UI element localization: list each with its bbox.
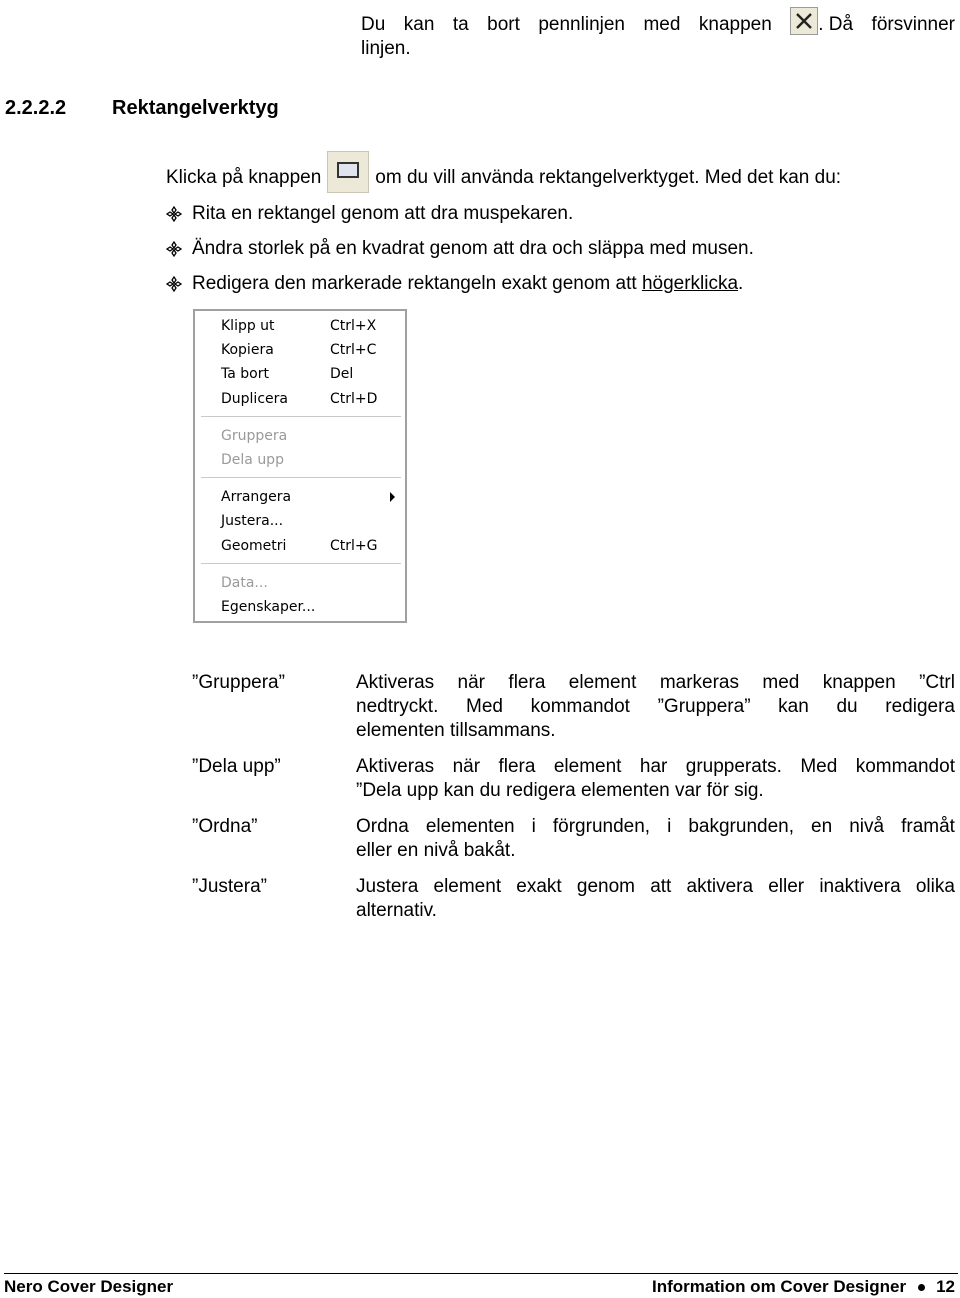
page-number: 12 bbox=[936, 1277, 955, 1296]
intro-text-before: Klicka på knappen bbox=[166, 167, 322, 188]
intro-text-after: om du vill använda rektangelverktyget. Med det kan du: bbox=[375, 167, 842, 188]
link-hogerklicka[interactable]: högerklicka bbox=[641, 273, 739, 294]
footer-right bbox=[652, 1277, 955, 1297]
word: ta bbox=[452, 14, 469, 35]
definition-term: ”Gruppera” bbox=[192, 672, 285, 693]
word: pennlinjen bbox=[538, 14, 625, 35]
context-menu bbox=[193, 309, 407, 623]
definition-line: nedtryckt. Med kommandot ”Gruppera” kan du redigera bbox=[356, 696, 955, 717]
definition-line: Justera element exakt genom att aktivera eller inaktivera olika bbox=[356, 876, 955, 897]
definition-text bbox=[356, 815, 955, 863]
menu-separator bbox=[201, 563, 401, 565]
shortcut: Ctrl+X bbox=[330, 318, 377, 334]
bullet-text: Redigera den markerade rektangeln exakt genom att högerklicka. bbox=[192, 273, 744, 294]
top-paragraph bbox=[361, 13, 955, 61]
menu-item-egenskaper[interactable]: Egenskaper... bbox=[221, 599, 316, 615]
section-heading bbox=[5, 95, 279, 121]
menu-item-klipp-ut[interactable]: Klipp ut Ctrl+X bbox=[221, 315, 401, 337]
close-x-icon[interactable] bbox=[790, 7, 818, 35]
menu-item-justera[interactable]: Justera... bbox=[221, 513, 284, 529]
word: Du bbox=[361, 14, 386, 35]
menu-item-duplicera[interactable]: Duplicera Ctrl+D bbox=[221, 388, 401, 410]
bullet-dot-icon bbox=[918, 1284, 925, 1291]
definition-term: ”Ordna” bbox=[192, 816, 258, 837]
footer-rule bbox=[4, 1273, 958, 1274]
menu-item-dela-upp: Dela upp bbox=[221, 452, 284, 468]
definition-line: ”Dela upp kan du redigera elementen var för sig. bbox=[356, 780, 764, 801]
menu-item-ta-bort[interactable]: Ta bort Del bbox=[221, 363, 401, 385]
definition-line: Ordna elementen i förgrunden, i bakgrunden, en nivå framåt bbox=[356, 816, 955, 837]
word: bort bbox=[487, 14, 520, 35]
diamond-bullet-icon bbox=[166, 241, 182, 257]
bullet-item bbox=[166, 237, 754, 261]
bullet-text: Rita en rektangel genom att dra muspekaren. bbox=[192, 203, 574, 224]
menu-item-gruppera: Gruppera bbox=[221, 428, 288, 444]
intro-line bbox=[166, 166, 841, 190]
menu-separator bbox=[201, 477, 401, 479]
word: knappen bbox=[698, 14, 772, 35]
menu-item-geometri[interactable]: Geometri Ctrl+G bbox=[221, 535, 401, 557]
section-number: 2.2.2.2 bbox=[5, 97, 67, 119]
definition-line: eller en nivå bakåt. bbox=[356, 840, 516, 861]
word: . Då bbox=[818, 14, 854, 35]
definition-line: elementen tillsammans. bbox=[356, 720, 556, 741]
submenu-arrow-icon bbox=[390, 492, 395, 502]
section-title: Rektangelverktyg bbox=[112, 97, 279, 119]
shortcut: Del bbox=[330, 366, 354, 382]
word: med bbox=[643, 14, 681, 35]
top-paragraph-line2: linjen. bbox=[361, 38, 411, 59]
definition-line: Aktiveras när flera element markeras med knappen ”Ctrl bbox=[356, 672, 955, 693]
shortcut: Ctrl+D bbox=[330, 391, 378, 407]
footer-left: Nero Cover Designer bbox=[4, 1277, 174, 1296]
diamond-bullet-icon bbox=[166, 206, 182, 222]
bullet-item bbox=[166, 202, 573, 226]
definition-text bbox=[356, 755, 955, 803]
footer-section: Information om Cover Designer bbox=[651, 1277, 907, 1296]
word: kan bbox=[403, 14, 435, 35]
definition-line: alternativ. bbox=[356, 900, 437, 921]
definition-term: ”Dela upp” bbox=[192, 756, 281, 777]
word: försvinner bbox=[871, 14, 955, 35]
bullet-item bbox=[166, 272, 743, 296]
diamond-bullet-icon bbox=[166, 276, 182, 292]
menu-item-kopiera[interactable]: Kopiera Ctrl+C bbox=[221, 339, 401, 361]
rectangle-tool-icon[interactable] bbox=[327, 151, 369, 193]
definition-text bbox=[356, 671, 955, 743]
definition-text bbox=[356, 875, 955, 923]
menu-separator bbox=[201, 416, 401, 418]
menu-item-arrangera[interactable]: Arrangera bbox=[221, 486, 401, 508]
definition-line: Aktiveras när flera element har grupperats. Med kommandot bbox=[356, 756, 955, 777]
definition-term: ”Justera” bbox=[192, 876, 267, 897]
bullet-text: Ändra storlek på en kvadrat genom att dra och släppa med musen. bbox=[192, 238, 754, 259]
shortcut: Ctrl+G bbox=[330, 538, 378, 554]
shortcut: Ctrl+C bbox=[330, 342, 377, 358]
menu-item-data: Data... bbox=[221, 575, 268, 591]
